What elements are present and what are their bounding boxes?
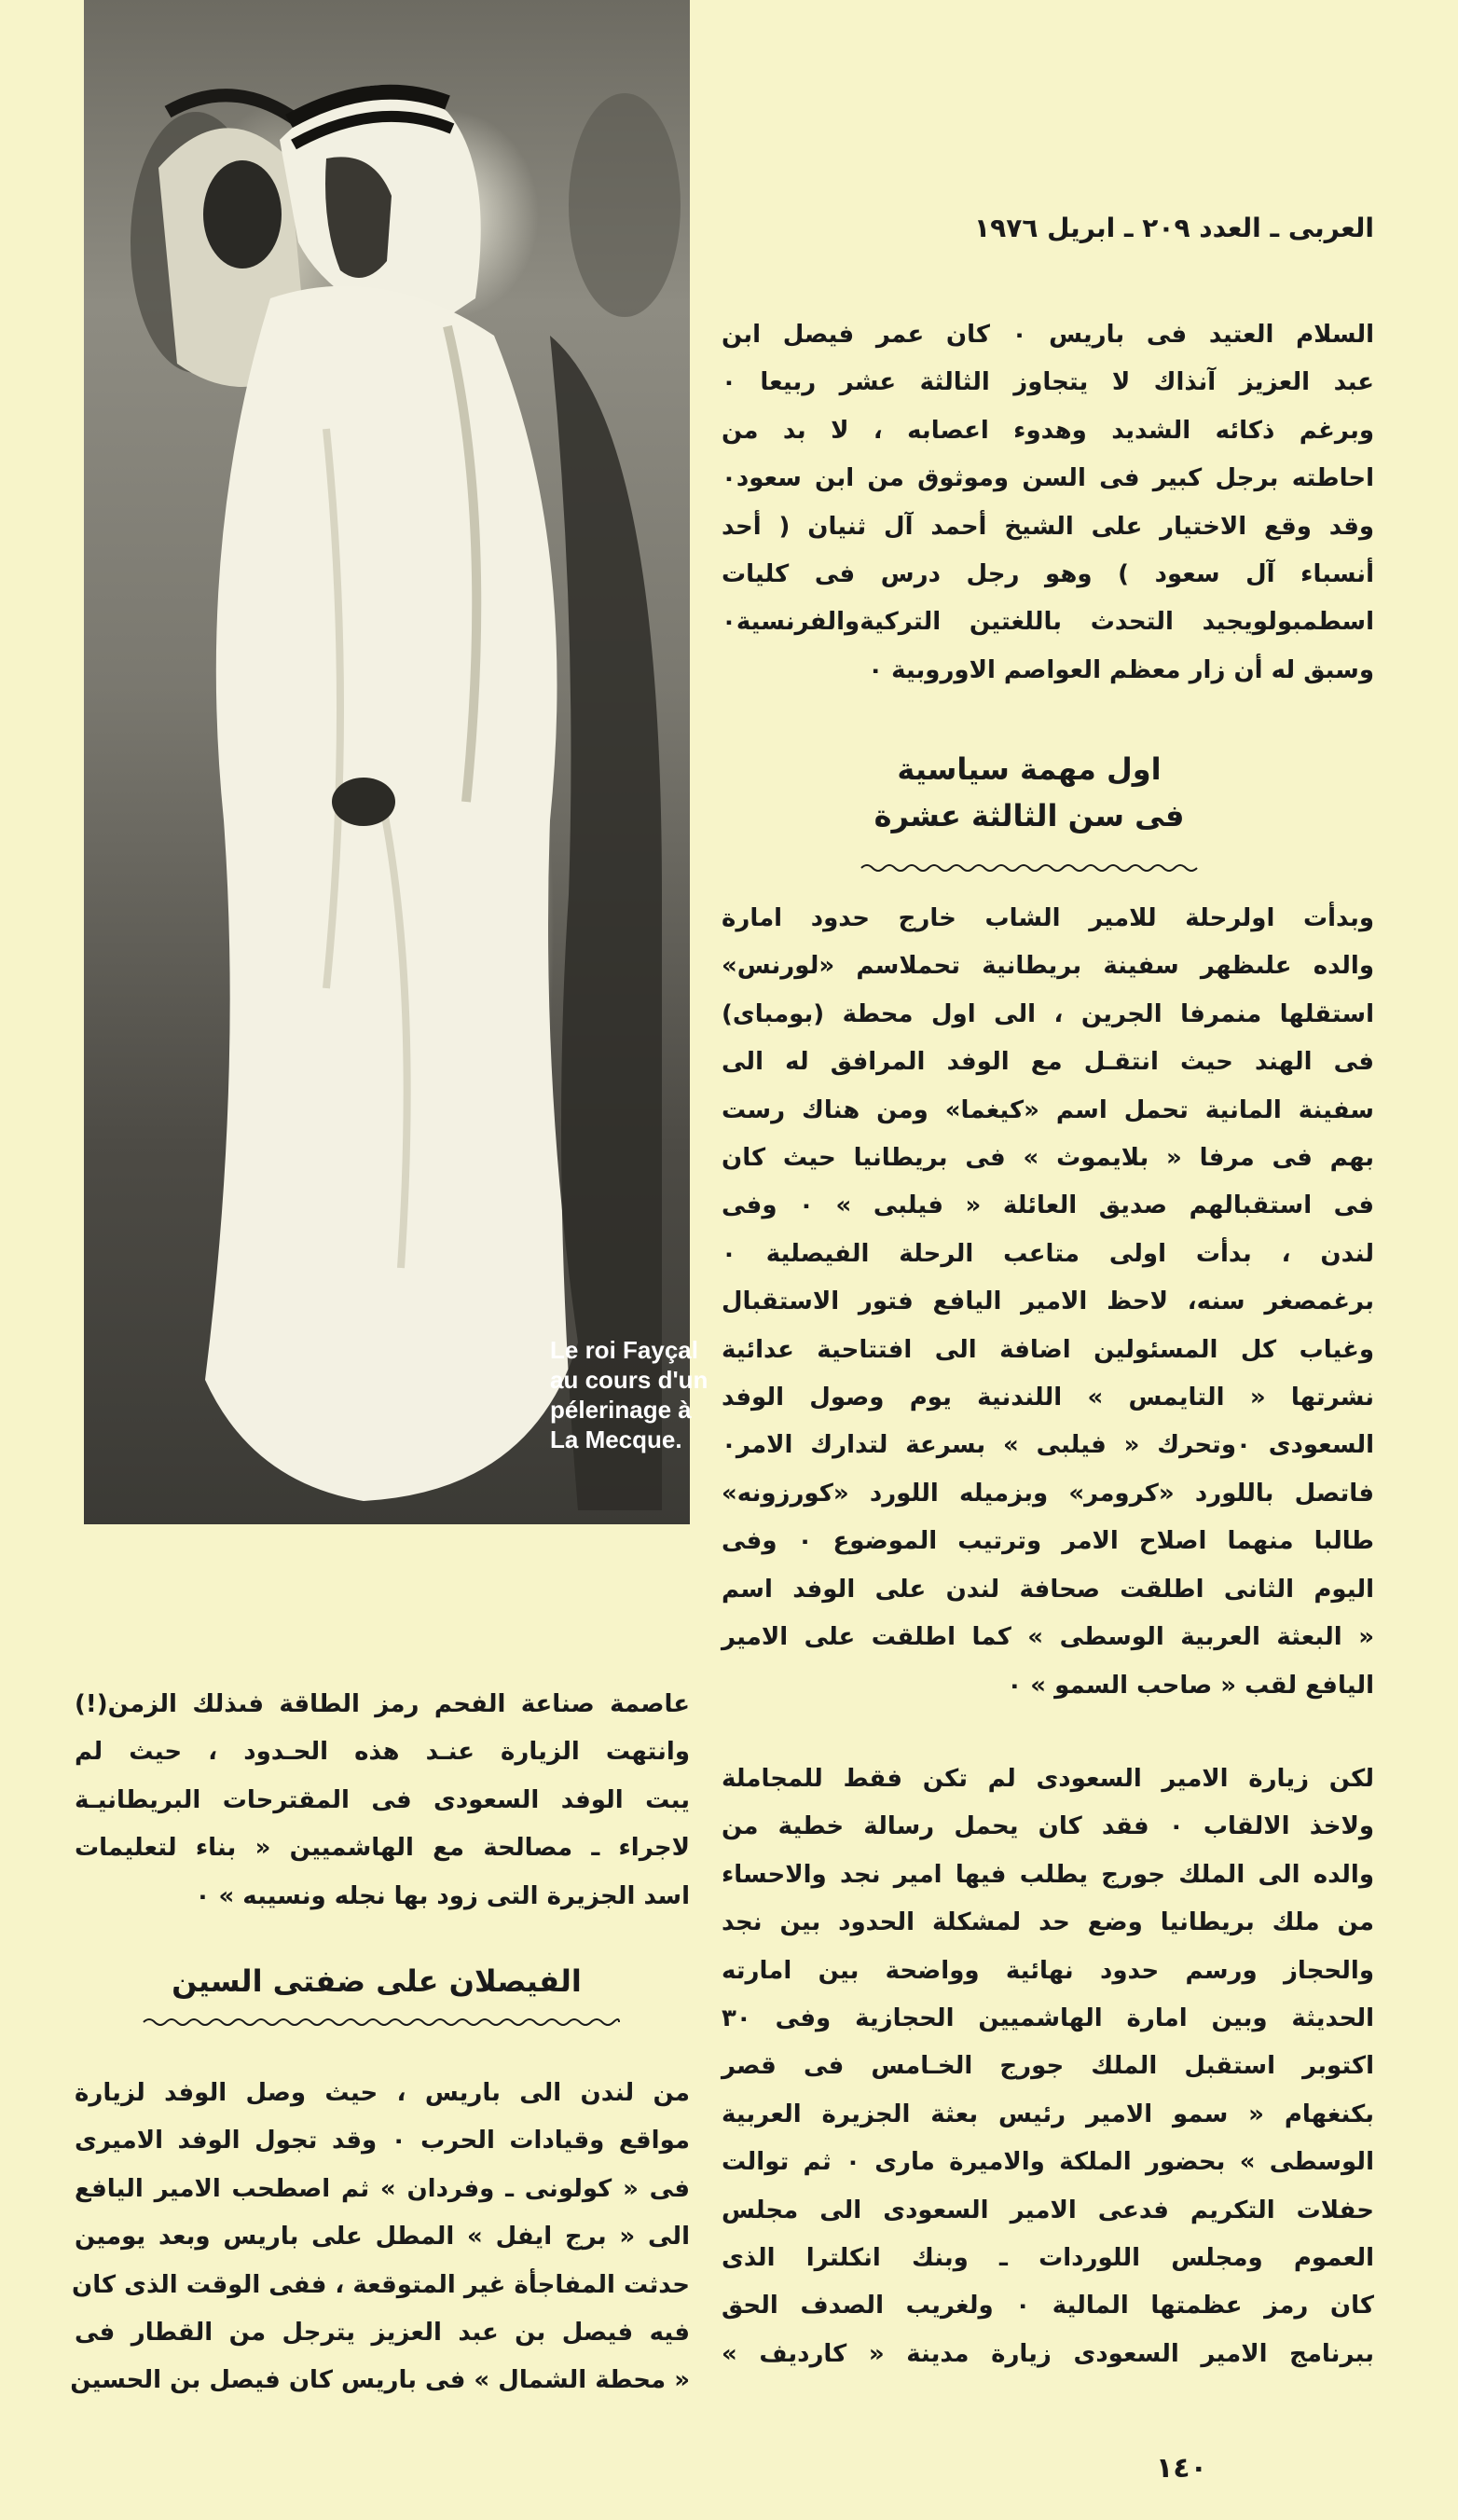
heading-underline bbox=[861, 861, 1197, 874]
text-line: فاتصل باللورد «كرومر» وبزميله اللورد «كورزونه» bbox=[722, 1479, 1374, 1508]
text-line: عاصمة صناعة الفحم رمز الطاقة فىذلك الزمن(!) bbox=[75, 1690, 690, 1718]
text-line: وانتهت الزيارة عنـد هذه الحـدود ، حيث لم bbox=[75, 1738, 690, 1767]
text-line: اكتوبر استقبل الملك جورج الخـامس فى قصر bbox=[722, 2052, 1374, 2081]
text-line: « البعثة العربية الوسطى » كما اطلقت على الامير bbox=[722, 1623, 1374, 1652]
text-line: « محطة الشمال » فى باريس كان فيصل بن الحسين bbox=[70, 2366, 690, 2395]
text-line: وبدأت اولرحلة للامير الشاب خارج حدود امارة bbox=[722, 904, 1374, 932]
page-number: ١٤٠ bbox=[1156, 2452, 1207, 2485]
text-line: من ملك بريطانيا وضع حد لمشكلة الحدود بين نجد bbox=[722, 1908, 1374, 1937]
text-line: والده علىظهر سفينة بريطانية تحملاسم «لورنس» bbox=[722, 952, 1374, 981]
text-line: بكنغهام « سمو الامير رئيس بعثة الجزيرة العربية bbox=[722, 2100, 1374, 2128]
text-line: والده الى الملك جورج يطلب فيها امير نجد والاحساء bbox=[722, 1860, 1374, 1889]
text-line: عبد العزيز آنذاك لا يتجاوز الثالثة عشر ربيعا ٠ bbox=[722, 368, 1374, 397]
text-line: وسبق له أن زار معظم العواصم الاوروبية ٠ bbox=[868, 655, 1374, 684]
text-line: السلام العتيد فى باريس ٠ كان عمر فيصل ابن bbox=[722, 321, 1374, 349]
text-line: لندن ، بدأت اولى متاعب الرحلة الفيصلية ٠ bbox=[722, 1239, 1374, 1268]
text-line: أنسباء آل سعود ) وهو رجل درس فى كليات bbox=[722, 560, 1374, 589]
photo-figure-illustration bbox=[140, 56, 662, 1510]
text-line: احاطته برجل كبير فى السن وموثوق من ابن سعود٠ bbox=[722, 464, 1374, 493]
text-line: لكن زيارة الامير السعودى لم تكن فقط للمجاملة bbox=[722, 1765, 1374, 1793]
text-line: استقلها منمرفا الجرين ، الى اول محطة (بومباى) bbox=[722, 999, 1374, 1028]
text-line: فيه فيصل بن عبد العزيز يترجل من القطار فى bbox=[75, 2319, 690, 2348]
photo-caption-line: au cours d'un bbox=[550, 1366, 708, 1394]
text-line: والحجاز ورسم حدود نهائية وواضحة بين امارته bbox=[722, 1956, 1374, 1985]
text-line: فى الهند حيث انتقـل مع الوفد المرافق له الى bbox=[722, 1048, 1374, 1077]
photo-caption-line: La Mecque. bbox=[550, 1425, 682, 1453]
text-line: السعودى ٠وتحرك « فيلبى » بسرعة لتدارك الامر٠ bbox=[722, 1431, 1374, 1460]
text-line: برغمصغر سنه، لاحظ الامير اليافع فتور الاستقبال bbox=[722, 1288, 1374, 1316]
text-line: الوسطى » بحضور الملكة والاميرة مارى ٠ ثم توالت bbox=[722, 2148, 1374, 2177]
text-line: من لندن الى باريس ، حيث وصل الوفد لزيارة bbox=[75, 2079, 690, 2107]
text-line: يبت الوفد السعودى فى المقترحات البريطانيـة bbox=[75, 1785, 690, 1814]
text-line: بهم فى مرفا « بلايموث » فى بريطانيا حيث كان bbox=[722, 1144, 1374, 1173]
text-line: ببرنامج الامير السعودى زيارة مدينة « كارديف » bbox=[722, 2339, 1374, 2368]
text-line: كان رمز عظمتها المالية ٠ ولغريب الصدف الحق bbox=[722, 2292, 1375, 2320]
photo-caption-line: pélerinage à bbox=[550, 1396, 692, 1424]
text-line: العموم ومجلس اللوردات ـ وبنك انكلترا الذى bbox=[722, 2244, 1374, 2273]
text-line: وبرغم ذكائه الشديد وهدوء اعصابه ، لا بد من bbox=[722, 416, 1374, 445]
text-line: اسطمبولويجيد التحدث باللغتين التركيةوالفرنسية٠ bbox=[722, 608, 1374, 637]
section-heading-1 bbox=[805, 746, 1253, 839]
text-line: فى استقبالهم صديق العائلة « فيلبى » ٠ وفى bbox=[722, 1191, 1374, 1220]
article-paragraph-3 bbox=[722, 1756, 1374, 2378]
text-line: طالبا منهما اصلاح الامر وترتيب الموضوع ٠ وفى bbox=[722, 1527, 1375, 1556]
section-heading-2: الفيصلان على ضفتى السين bbox=[172, 1963, 582, 1999]
article-paragraph-5 bbox=[70, 2070, 690, 2405]
text-line: سفينة المانية تحمل اسم «كيغما» ومن هناك رست bbox=[722, 1095, 1374, 1124]
text-line: وقد وقع الاختيار على الشيخ أحمد آل ثنيان ( أحد bbox=[722, 512, 1374, 541]
text-line: فى « كولونى ـ وفردان » ثم اصطحب الامير اليافع bbox=[75, 2174, 690, 2203]
text-line: اليوم الثانى اطلقت صحافة لندن على الوفد اسم bbox=[722, 1575, 1374, 1604]
text-line: اسد الجزيرة التى زود بها نجله ونسيبه » ٠ bbox=[195, 1881, 690, 1910]
text-line: حفلات التكريم فدعى الامير السعودى الى مجلس bbox=[722, 2196, 1374, 2224]
article-paragraph-1 bbox=[722, 311, 1374, 695]
text-line: الحديثة وبين امارة الهاشميين الحجازية وفى ٣٠ bbox=[722, 2004, 1374, 2033]
section-heading-line: فى سن الثالثة عشرة bbox=[873, 798, 1185, 833]
running-head: العربى ـ العدد ٢٠٩ ـ ابريل ١٩٧٦ bbox=[974, 213, 1374, 243]
article-paragraph-4 bbox=[75, 1681, 690, 1921]
text-line: الى « برج ايفل » المطل على باريس وبعد يومين bbox=[75, 2223, 690, 2251]
text-line: وغياب كل المسئولين اضافة الى افتتاحية عدائية bbox=[722, 1335, 1374, 1364]
article-paragraph-2 bbox=[722, 895, 1374, 1710]
text-line: اليافع لقب « صاحب السمو » ٠ bbox=[1007, 1671, 1374, 1700]
text-line: مواقع وقيادات الحرب ٠ وقد تجول الوفد الاميرى bbox=[75, 2127, 690, 2155]
heading-underline bbox=[144, 2016, 619, 2029]
photo-king-faisal bbox=[84, 0, 708, 1524]
text-line: لاجراء ـ مصالحة مع الهاشميين « بناء لتعليمات bbox=[75, 1834, 690, 1863]
text-line: نشرتها « التايمس » اللندنية يوم وصول الوفد bbox=[722, 1384, 1374, 1412]
photo-caption-line: Le roi Fayçal bbox=[550, 1336, 698, 1364]
section-heading-line: اول مهمة سياسية bbox=[897, 751, 1162, 787]
text-line: ولاخذ الالقاب ٠ فقد كان يحمل رسالة خطية من bbox=[722, 1812, 1374, 1841]
text-line: حدثت المفاجأة غير المتوقعة ، ففى الوقت الذى كان bbox=[72, 2270, 690, 2299]
